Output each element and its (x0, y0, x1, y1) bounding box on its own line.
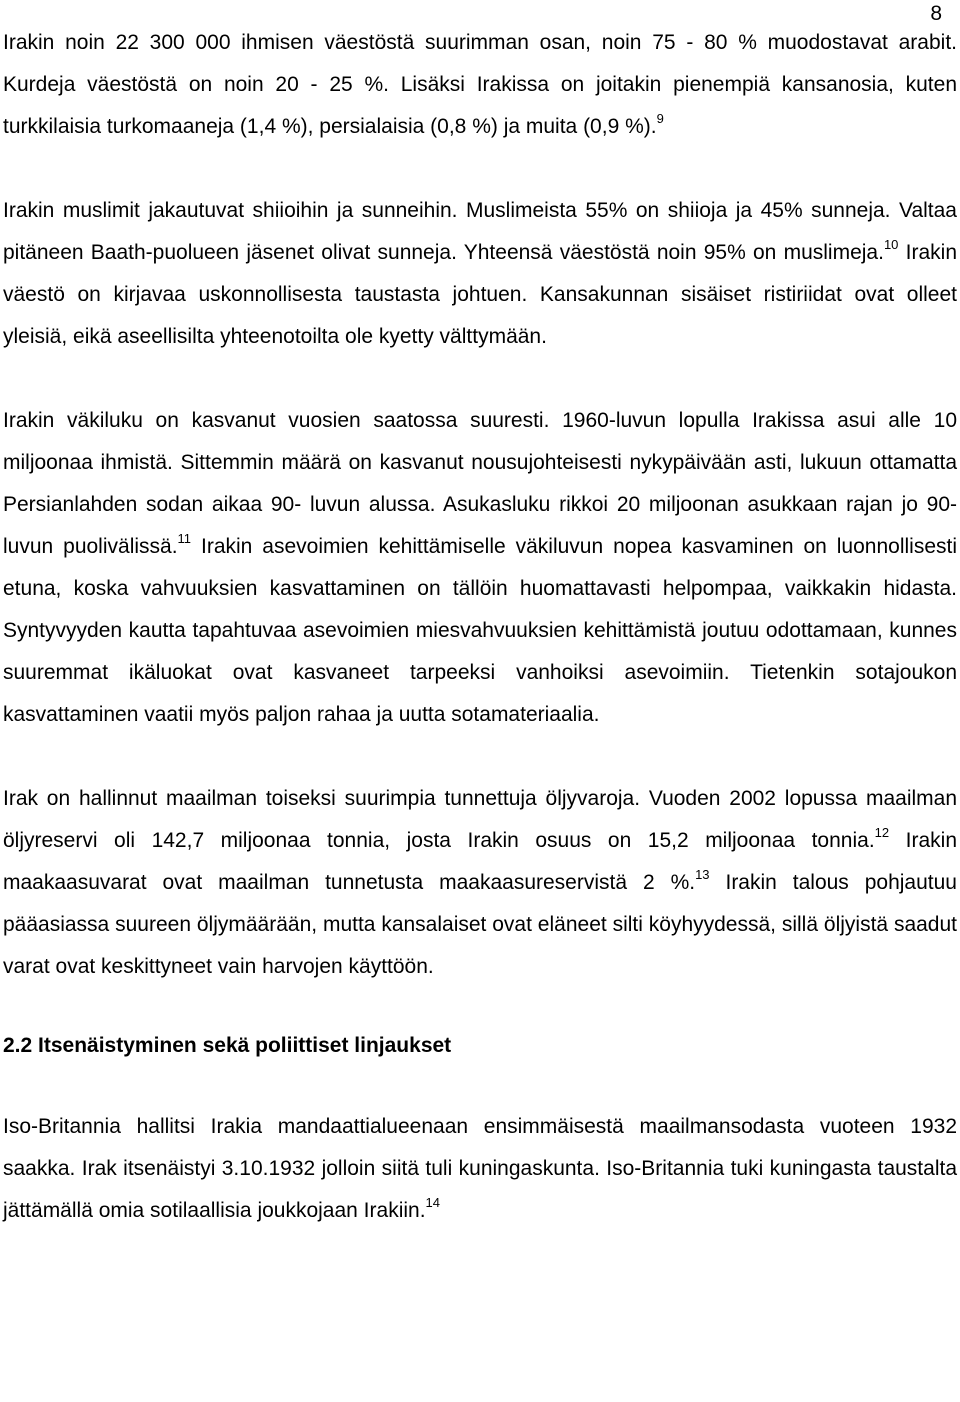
section-heading: 2.2 Itsenäistyminen sekä poliittiset linjaukset (3, 1034, 452, 1057)
paragraph-population (3, 22, 957, 148)
paragraph-text: Irakin maakaasuvarat ovat maailman tunnetusta maakaasureservistä 2 %. (3, 829, 957, 894)
paragraph-text: Irakin väestö on kirjavaa uskonnollisesta taustasta johtuen. Kansakunnan sisäiset ristiriidat ovat olleet yleisiä, eikä aseellisilta yhteenotoilta ole kyetty välttymään. (3, 241, 957, 348)
paragraph-text: Irakin talous pohjautuu pääasiassa suureen öljymäärään, mutta kansalaiset ovat eläneet silti köyhyydessä, sillä öljyistä saadut varat ovat keskittyneet vain harvojen käyttöön. (3, 871, 957, 978)
paragraph-independence (3, 1106, 957, 1232)
paragraph-religion (3, 190, 957, 358)
footnote-reference: 13 (695, 867, 710, 882)
document-body (3, 22, 957, 1232)
paragraphs-before-heading (3, 22, 957, 988)
paragraph-oil (3, 778, 957, 988)
paragraph-text: Iso-Britannia hallitsi Irakia mandaattialueenaan ensimmäisestä maailmansodasta vuoteen 1932 saakka. Irak itsenäistyi 3.10.1932 jolloin siitä tuli kuningaskunta. Iso-Britannia tuki kuningasta taustalta jättämällä omia sotilaallisia joukkojaan Irakiin. (3, 1115, 957, 1222)
paragraph-text: Irakin muslimit jakautuvat shiioihin ja sunneihin. Muslimeista 55% on shiioja ja 45% sunneja. Valtaa pitäneen Baath-puolueen jäsenet olivat sunneja. Yhteensä väestöstä noin 95% on muslimeja. (3, 199, 957, 264)
paragraph-text: Irak on hallinnut maailman toiseksi suurimpia tunnettuja öljyvaroja. Vuoden 2002 lopussa maailman öljyreservi oli 142,7 miljoonaa tonnia, josta Irakin osuus on 15,2 miljoonaa tonnia. (3, 787, 957, 852)
paragraph-text: Irakin asevoimien kehittämiselle väkiluvun nopea kasvaminen on luonnollisesti etuna, koska vahvuuksien kasvattaminen on tällöin huomattavasti helpompaa, vaikkakin hidasta. Syntyvyyden kautta tapahtuvaa asevoimien miesvahvuuksien kehittämistä joutuu odottamaan, kunnes suuremmat ikäluokat ovat kasvaneet tarpeeksi vanhoiksi asevoimiin. Tietenkin sotajoukon kasvattaminen vaatii myös paljon rahaa ja uutta sotamateriaalia. (3, 535, 957, 726)
paragraph-growth (3, 400, 957, 736)
footnote-reference: 11 (177, 531, 192, 546)
footnote-reference: 9 (656, 111, 664, 126)
paragraphs-after-heading (3, 1106, 957, 1232)
footnote-reference: 10 (883, 237, 899, 252)
paragraph-text: Irakin noin 22 300 000 ihmisen väestöstä suurimman osan, noin 75 - 80 % muodostavat arabit. Kurdeja väestöstä on noin 20 - 25 %. Lisäksi Irakissa on joitakin pienempiä kansanosia, kuten turkkilaisia turkomaaneja (1,4 %), persialaisia (0,8 %) ja muita (0,9 %). (3, 31, 957, 138)
footnote-reference: 14 (425, 1195, 441, 1210)
paragraph-text: Irakin väkiluku on kasvanut vuosien saatossa suuresti. 1960-luvun lopulla Irakissa asui alle 10 miljoonaa ihmistä. Sittemmin määrä on kasvanut nousujohteisesti nykypäivään asti, lukuun ottamatta Persianlahden sodan aikaa 90- luvun alussa. Asukasluku rikkoi 20 miljoonan asukkaan rajan jo 90-luvun puolivälissä. (3, 409, 957, 558)
footnote-reference: 12 (874, 825, 890, 840)
page-number: 8 (930, 2, 942, 25)
